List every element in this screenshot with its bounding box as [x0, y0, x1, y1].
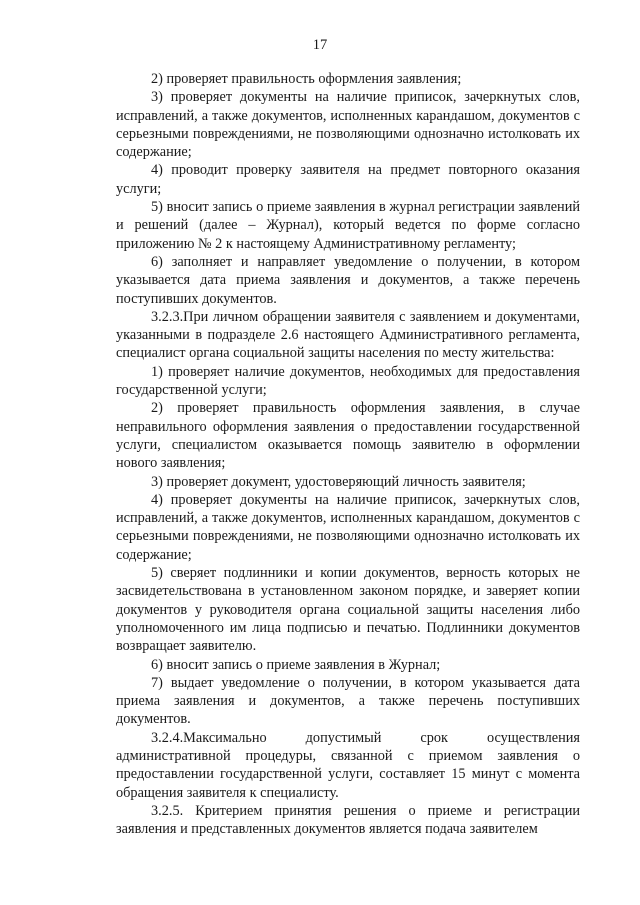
paragraph: 6) заполняет и направляет уведомление о получении, в котором указывается дата приема заявления и документов, а также перечень поступивших документов.	[116, 253, 580, 307]
paragraph: 4) проверяет документы на наличие приписок, зачеркнутых слов, исправлений, а также документов, исполненных карандашом, документов с серьезными повреждениями, не позволяющими однозначно истолковать их содержание;	[116, 491, 580, 563]
paragraph: 5) сверяет подлинники и копии документов, верность которых не засвидетельствована в установленном законом порядке, и заверяет копии документов у руководителя органа социальной защиты населения либо уполномоченного им лица подписью и печатью. Подлинники документов возвращает заявителю.	[116, 565, 580, 655]
paragraph: 6) вносит запись о приеме заявления в Журнал;	[151, 656, 441, 673]
paragraph: 2) проверяет правильность оформления заявления;	[151, 71, 462, 87]
paragraph: 3.2.5. Критерием принятия решения о приеме и регистрации заявления и представленных документов является подача заявителем	[116, 802, 580, 838]
paragraph: 3) проверяет документ, удостоверяющий личность заявителя;	[151, 473, 526, 490]
paragraph: 3) проверяет документы на наличие приписок, зачеркнутых слов, исправлений, а также документов, исполненных карандашом, документов с серьезными повреждениями, не позволяющими однозначно истолковать их содержание;	[116, 89, 580, 161]
paragraph: 3.2.3.При личном обращении заявителя с заявлением и документами, указанными в подразделе 2.6 настоящего Административного регламента, специалист органа социальной защиты населения по месту жительства:	[116, 308, 580, 362]
paragraph: 1) проверяет наличие документов, необходимых для предоставления государственной услуги;	[116, 363, 580, 399]
paragraph: 2) проверяет правильность оформления заявления, в случае неправильного оформления заявления о предоставлении государственной услуги, специалистом оказывается помощь заявителю в оформлении нового заявления;	[116, 400, 580, 472]
paragraph: 4) проводит проверку заявителя на предмет повторного оказания услуги;	[116, 162, 580, 197]
page-number: 17	[312, 37, 328, 53]
paragraph: 5) вносит запись о приеме заявления в журнал регистрации заявлений и решений (далее – Журнал), который ведется по форме согласно приложению № 2 к настоящему Административному регламенту;	[116, 199, 580, 252]
paragraph: 7) выдает уведомление о получении, в котором указывается дата приема заявления и документов, а также перечень поступивших документов.	[116, 674, 580, 728]
document-body	[116, 70, 580, 838]
paragraph: 3.2.4.Максимально допустимый срок осуществления административной процедуры, связанной с приемом заявления о предоставлении государственной услуги, составляет 15 минут с момента обращения заявителя к специалисту.	[116, 729, 580, 801]
